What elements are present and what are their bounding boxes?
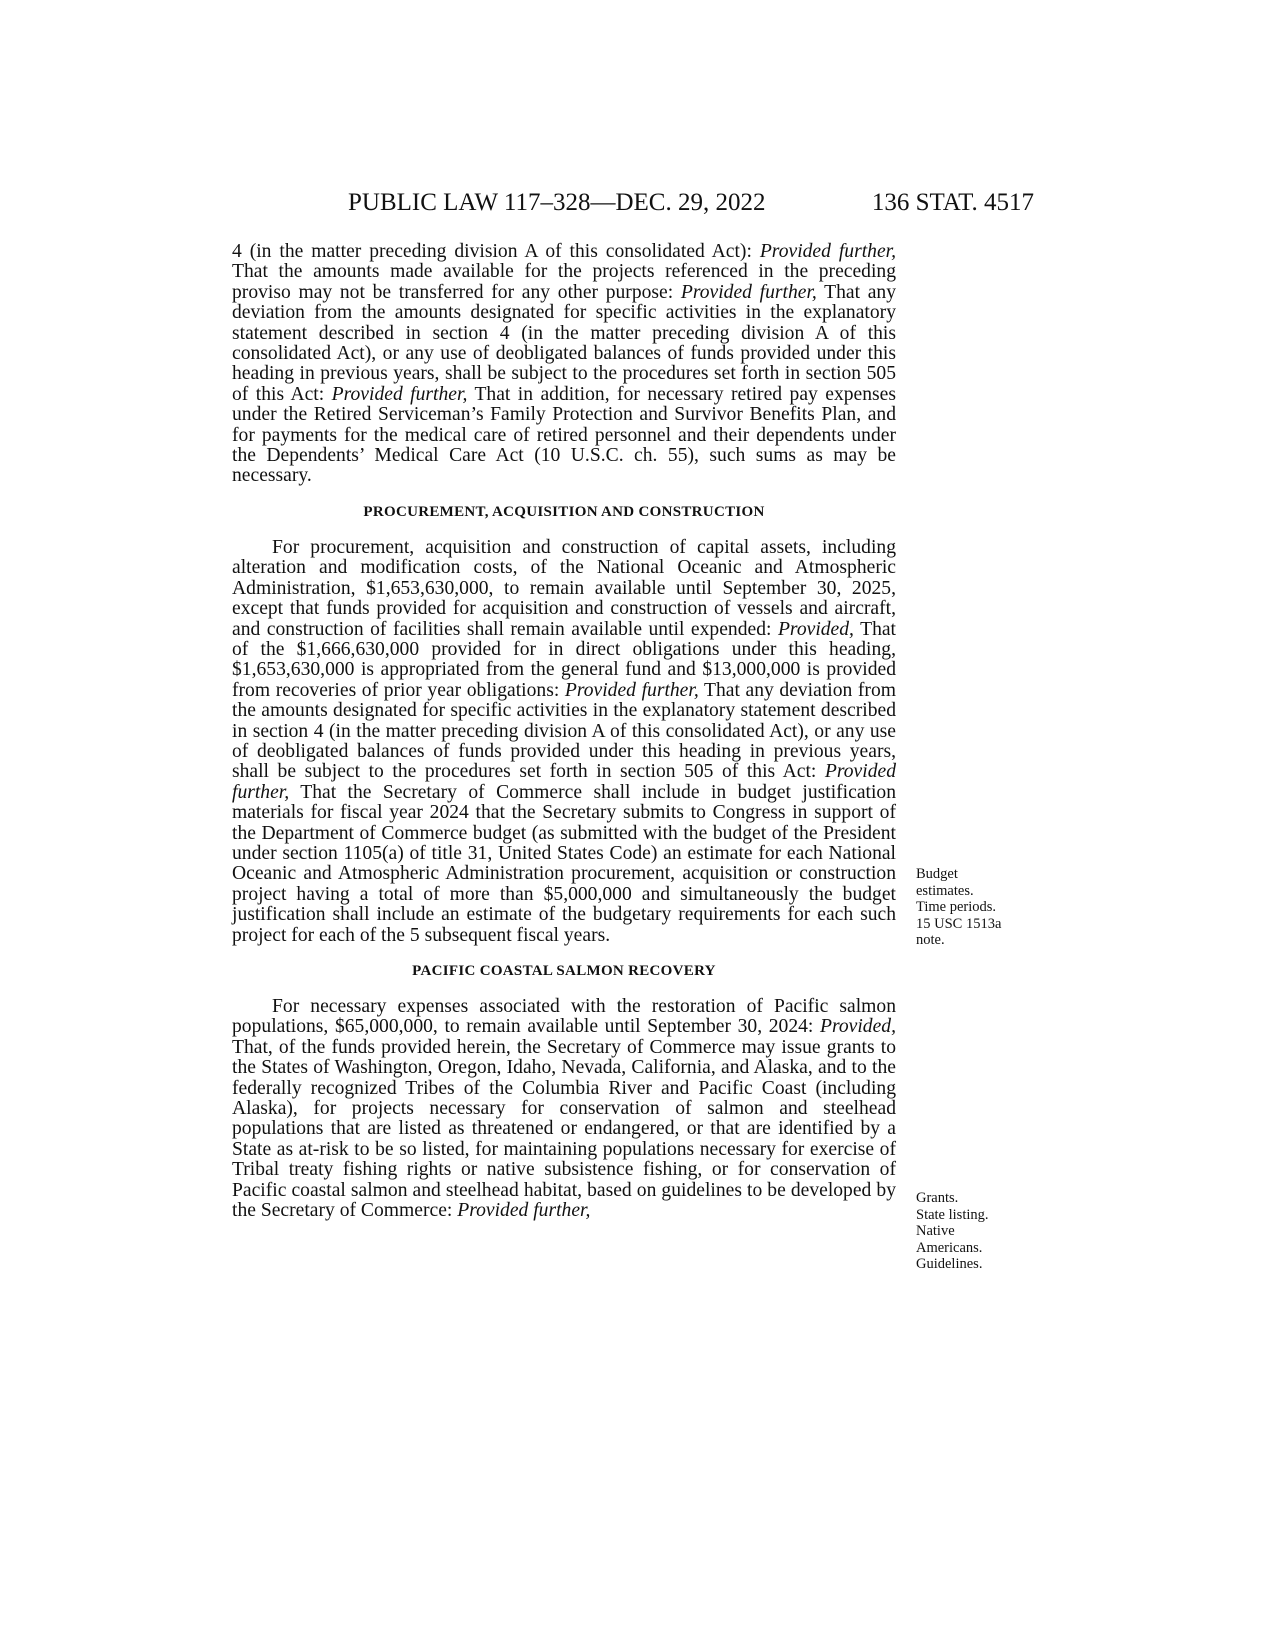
margin-note-line: Grants. — [916, 1190, 959, 1206]
text-run: For procurement, acquisition and construction of capital assets, including alteration and modification costs, of the National Oceanic and Atmospheric Administration, $1,653,630,000, to remain available until September 30, 2025, except that funds provided for acquisition and construction of vessels and aircraft, and construction of facilities shall remain available until expended: — [232, 536, 896, 640]
section-heading-procurement: PROCUREMENT, ACQUISITION AND CONSTRUCTION — [363, 503, 765, 520]
text-run: 4 (in the matter preceding division A of this consolidated Act): — [232, 241, 760, 262]
italic-proviso: Provided further, — [331, 383, 468, 405]
margin-note-budget-estimates — [916, 866, 1036, 949]
section-heading-salmon: PACIFIC COASTAL SALMON RECOVERY — [412, 963, 716, 979]
margin-note-line: Americans. — [916, 1239, 983, 1256]
margin-note-line: Budget — [916, 866, 958, 882]
italic-proviso: Provided further, — [680, 281, 817, 303]
continued-paragraph — [232, 242, 896, 487]
text-run: That the Secretary of Commerce shall include in budget justification materials for fiscal year 2024 that the Secretary submits to Congress in support of the Department of Commerce budget (as submitted with the budget of the President under section 1105(a) of title 31, United States Code) an estimate for each National Oceanic and Atmospheric Administration procurement, acquisition or construction project having a total of more than $5,000,000 and simultaneously the budget justification shall include an estimate of the budgetary requirements for each such project for each of the 5 subsequent fiscal years. — [232, 781, 896, 946]
text-run: For necessary expenses associated with the restoration of Pacific salmon populations, $65,000,000, to remain available until September 30, 2024: — [232, 996, 896, 1038]
margin-note-line: note. — [916, 932, 945, 948]
italic-proviso: Provided further, — [564, 679, 699, 701]
italic-proviso: Provided further, — [759, 241, 896, 262]
procurement-paragraph — [232, 538, 896, 946]
margin-note-line: Native — [916, 1223, 955, 1239]
main-text-column — [232, 242, 896, 1221]
public-law-title: PUBLIC LAW 117–328—DEC. 29, 2022 — [348, 189, 766, 216]
text-run: That any deviation from the amounts designated for specific activities in the explanatory statement described in section 4 (in the matter preceding division A of this consolidated Act), or any use of deobligated balances of funds provided under this heading in previous years, shall be subject to the procedures set forth in section 505 of this Act: — [232, 281, 897, 405]
text-run: That any deviation from the amounts designated for specific activities in the explanatory statement described in section 4 (in the matter preceding division A of this consolidated Act), or any use of deobligated balances of funds provided under this heading in previous years, shall be subject to the procedures set forth in section 505 of this Act: — [232, 679, 896, 783]
statute-page-number: 136 STAT. 4517 — [871, 189, 1034, 216]
italic-proviso: Provided further, — [232, 761, 896, 803]
running-header — [232, 186, 1034, 220]
margin-note-line: 15 USC 1513a — [916, 915, 1002, 932]
italic-proviso: Provided, — [820, 1016, 896, 1038]
margin-note-line: estimates. — [916, 882, 974, 899]
text-run: That the amounts made available for the projects referenced in the preceding proviso may not be transferred for any other purpose: — [232, 261, 896, 303]
margin-note-line: Guidelines. — [916, 1256, 983, 1272]
text-run: That in addition, for necessary retired pay expenses under the Retired Serviceman’s Family Protection and Survivor Benefits Plan, and for payments for the medical care of retired personnel and their dependents under the Dependents’ Medical Care Act (10 U.S.C. ch. 55), such sums as may be necessary. — [232, 383, 896, 487]
salmon-paragraph — [232, 997, 896, 1221]
italic-proviso: Provided further, — [457, 1200, 591, 1222]
margin-note-line: State listing. — [916, 1206, 989, 1223]
italic-proviso: Provided, — [777, 618, 854, 640]
text-run: That, of the funds provided herein, the Secretary of Commerce may issue grants to the States of Washington, Oregon, Idaho, Nevada, California, and Alaska, and to the federally recognized Tribes of the Columbia River and Pacific Coast (including Alaska), for projects necessary for conservation of salmon and steelhead populations that are listed as threatened or endangered, or that are identified by a State as at-risk to be so listed, for maintaining populations necessary for exercise of Tribal treaty fishing rights or native subsistence fishing, or for conservation of Pacific coastal salmon and steelhead habitat, based on guidelines to be developed by the Secretary of Commerce: — [232, 1036, 896, 1222]
margin-note-line: Time periods. — [916, 899, 997, 915]
margin-note-grants — [916, 1190, 1036, 1273]
text-run: That of the $1,666,630,000 provided for in direct obligations under this heading, $1,653,630,000 is appropriated from the general fund and $13,000,000 is provided from recoveries of prior year obligations: — [232, 618, 897, 701]
